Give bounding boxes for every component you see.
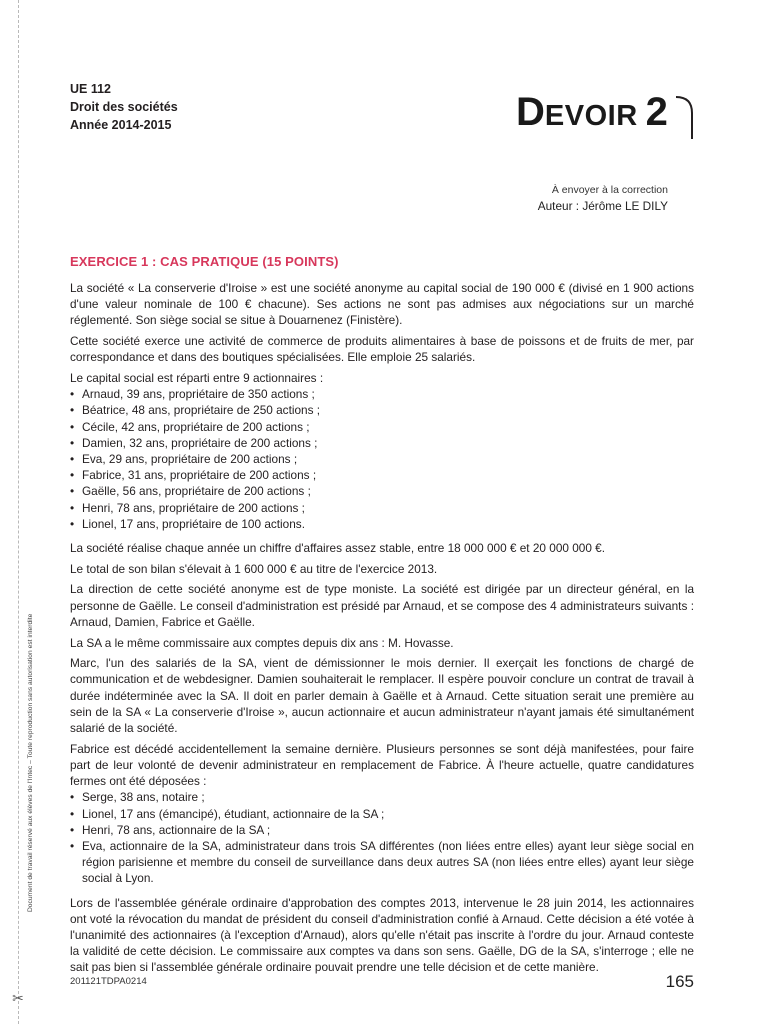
list-item: • Damien, 32 ans, propriétaire de 200 actions ;	[70, 435, 694, 451]
list-item: • Henri, 78 ans, actionnaire de la SA ;	[70, 822, 694, 838]
list-item: • Eva, 29 ans, propriétaire de 200 actions ;	[70, 451, 694, 467]
shareholders-list	[70, 386, 694, 532]
paragraph-management: La direction de cette société anonyme est de type moniste. La société est dirigée par un directeur général, en la personne de Gaëlle. Le conseil d'administration est présidé par Arnaud, et se compose des 4 administrateurs suivants : Arnaud, Damien, Fabrice et Gaëlle.	[70, 582, 694, 629]
paragraph-employee: Marc, l'un des salariés de la SA, vient de démissionner le mois dernier. Il exerçait les fonctions de chargé de communication et de webdesigner. Damien souhaiterait le remplacer. Il espère pouvoir conclure un contrat de travail à durée indéterminée avec la SA. Il doit en parler demain à Gaëlle et à Arnaud. Cette situation serait une première au sein de la SA « La conserverie d'Iroise », aucun actionnaire et aucun administrateur n'ayant jamais été simultanément salarié de la société.	[70, 656, 694, 736]
corner-bracket-icon	[672, 95, 694, 139]
paragraph-activity: Cette société exerce une activité de commerce de produits alimentaires à base de poissons et de fruits de mer, par correspondance et dans des boutiques spécialisées. Elle emploie 25 salariés.	[70, 334, 694, 365]
list-item: • Fabrice, 31 ans, propriétaire de 200 actions ;	[70, 467, 694, 483]
paragraph-assembly: Lors de l'assemblée générale ordinaire d'approbation des comptes 2013, intervenue le 28 juin 2014, les actionnaires ont voté la révocation du mandat de président du conseil d'administration confié à Arnaud. Cette décision a été votée à l'unanimité des actionnaires (à l'exception d'Arnaud), alors qu'elle n'était pas inscrite à l'ordre du jour. Arnaud conteste la validité de cette décision. Le commissaire aux comptes va dans son sens. Gaëlle, DG de la SA, s'interroge ; elle ne sait pas bien si l'assemblée générale ordinaire pouvait prendre une telle décision et de cette manière.	[70, 895, 694, 975]
page-title	[516, 92, 676, 142]
list-item: • Arnaud, 39 ans, propriétaire de 350 actions ;	[70, 386, 694, 402]
course-name: Droit des sociétés	[70, 100, 178, 114]
side-note: Document de travail réservé aux élèves de l'Intec – Toute reproduction sans autorisation est interdite	[27, 613, 34, 912]
cut-line	[18, 0, 19, 1024]
paragraph-auditor: La SA a le même commissaire aux comptes depuis dix ans : M. Hovasse.	[70, 635, 454, 650]
exercise-title: EXERCICE 1 : CAS PRATIQUE (15 POINTS)	[70, 254, 339, 269]
title-number: 2	[645, 90, 668, 134]
assignment-meta	[538, 183, 668, 215]
page-number: 165	[665, 972, 694, 991]
list-item: • Cécile, 42 ans, propriétaire de 200 actions ;	[70, 419, 694, 435]
scissors-icon: ✂	[12, 990, 24, 1006]
paragraph-capital: Le capital social est réparti entre 9 actionnaires :	[70, 371, 324, 386]
paragraph-company: La société « La conserverie d'Iroise » est une société anonyme au capital social de 190 000 € (divisé en 1 900 actions d'une valeur nominale de 100 € chacune). Ses actions ne sont pas admises aux négociations sur un marché réglementé. Son siège social se situe à Douarnenez (Finistère).	[70, 281, 694, 328]
course-code: UE 112	[70, 82, 112, 96]
candidates-list	[70, 789, 694, 886]
exercise-body	[70, 280, 694, 980]
list-item: • Lionel, 17 ans, propriétaire de 100 actions.	[70, 516, 694, 532]
course-header	[70, 80, 178, 134]
author-line: Auteur : Jérôme LE DILY	[537, 199, 668, 213]
list-item: • Eva, actionnaire de la SA, administrateur dans trois SA différentes (non liées entre elles) ayant leur siège social en région parisienne et membre du conseil de surveillance dans deux autres SA (non liées entre elles) ayant leur siège social à Lyon.	[70, 838, 694, 887]
title-initial: D	[516, 90, 545, 134]
paragraph-balance: Le total de son bilan s'élevait à 1 600 000 € au titre de l'exercice 2013.	[70, 561, 438, 576]
title-rest: EVOIR	[544, 100, 638, 132]
list-item: • Béatrice, 48 ans, propriétaire de 250 actions ;	[70, 402, 694, 418]
course-year: Année 2014-2015	[70, 118, 172, 132]
send-note: À envoyer à la correction	[551, 184, 668, 196]
document-code: 201121TDPA0214	[70, 976, 147, 987]
list-item: • Serge, 38 ans, notaire ;	[70, 789, 694, 805]
paragraph-candidates: Fabrice est décédé accidentellement la semaine dernière. Plusieurs personnes se sont déjà manifestées, pour faire part de leur volonté de devenir administrateur en remplacement de Fabrice. À l'heure actuelle, quatre candidatures fermes ont été déposées :	[70, 741, 694, 789]
paragraph-revenue: La société réalise chaque année un chiffre d'affaires assez stable, entre 18 000 000 € et 20 000 000 €.	[70, 541, 606, 556]
list-item: • Henri, 78 ans, propriétaire de 200 actions ;	[70, 500, 694, 516]
list-item: • Lionel, 17 ans (émancipé), étudiant, actionnaire de la SA ;	[70, 806, 694, 822]
list-item: • Gaëlle, 56 ans, propriétaire de 200 actions ;	[70, 483, 694, 499]
